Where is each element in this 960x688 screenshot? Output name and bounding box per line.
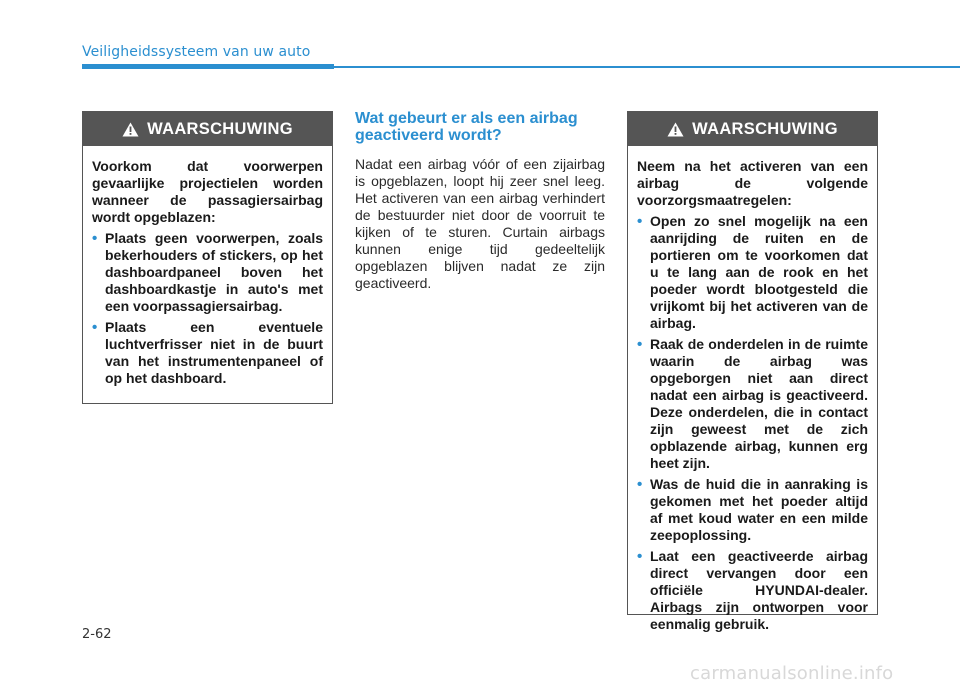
bullet-icon: • xyxy=(637,476,643,493)
main-column xyxy=(355,110,605,292)
list-item xyxy=(637,336,868,472)
list-item xyxy=(637,476,868,544)
list-item xyxy=(637,213,868,332)
header-accent-bar xyxy=(82,64,334,69)
warning-box-right xyxy=(627,111,878,632)
watermark: carmanualsonline.info xyxy=(690,663,894,684)
warning-intro: Voorkom dat voorwerpen gevaarlijke projectielen worden wanneer de passagiersairbag wordt opgeblazen: xyxy=(92,158,323,225)
warning-body xyxy=(83,146,332,401)
list-item xyxy=(92,319,323,387)
list-item xyxy=(92,230,323,315)
page-number: 2-62 xyxy=(82,627,112,642)
bullet-icon: • xyxy=(637,213,643,230)
warning-triangle-icon xyxy=(122,122,139,137)
warning-box-left xyxy=(82,111,333,404)
list-item-text: Laat een geactiveerde airbag direct vervangen door een officiële HYUNDAI-dealer. Airbags zijn ontworpen voor eenmalig gebruik. xyxy=(650,548,868,632)
list-item-text: Raak de onderdelen in de ruimte waarin de airbag was opgeborgen niet aan direct nadat een airbag is geactiveerd. Deze onderdelen, die in contact zijn geweest met de zich opblazende airbag, kunnen erg heet zijn. xyxy=(650,336,868,471)
list-item-text: Open zo snel mogelijk na een aanrijding de ruiten en de portieren om te voorkomen dat u te lang aan de rook en het poeder wordt blootgesteld die vrijkomt bij het activeren van de airbag. xyxy=(650,213,868,331)
list-item-text: Plaats een eventuele luchtverfrisser niet in de buurt van het instrumentenpaneel of op het dashboard. xyxy=(105,319,323,386)
warning-title: WAARSCHUWING xyxy=(147,119,293,138)
warning-header xyxy=(628,112,877,146)
list-item xyxy=(637,548,868,633)
warning-intro: Neem na het activeren van een airbag de volgende voorzorgsmaatregelen: xyxy=(637,158,868,208)
warning-list xyxy=(637,213,868,633)
body-paragraph: Nadat een airbag vóór of een zijairbag is opgeblazen, loopt hij zeer snel leeg. Het activeren van een airbag verhindert de bestuurder niet door de voorruit te kijken of te sturen. Curtain airbags kunnen enige tijd gedeeltelijk opgeblazen blijven nadat ze zijn geactiveerd. xyxy=(355,156,605,291)
section-title: Veiligheidssysteem van uw auto xyxy=(82,44,311,60)
list-item-text: Was de huid die in aanraking is gekomen met het poeder altijd af met koud water en een milde zeepoplossing. xyxy=(650,476,868,543)
warning-title: WAARSCHUWING xyxy=(692,119,838,138)
warning-header xyxy=(83,112,332,146)
warning-triangle-icon xyxy=(667,122,684,137)
warning-body xyxy=(628,146,877,647)
bullet-icon: • xyxy=(92,319,98,336)
warning-list xyxy=(92,230,323,387)
list-item-text: Plaats geen voorwerpen, zoals bekerhouders of stickers, op het dashboardpaneel boven het dashboardkastje in auto's met een voorpassagiersairbag. xyxy=(105,230,323,314)
bullet-icon: • xyxy=(92,230,98,247)
section-heading: Wat gebeurt er als een airbag geactiveerd wordt? xyxy=(355,110,578,144)
header-rule xyxy=(334,66,960,68)
bullet-icon: • xyxy=(637,548,643,565)
bullet-icon: • xyxy=(637,336,643,353)
